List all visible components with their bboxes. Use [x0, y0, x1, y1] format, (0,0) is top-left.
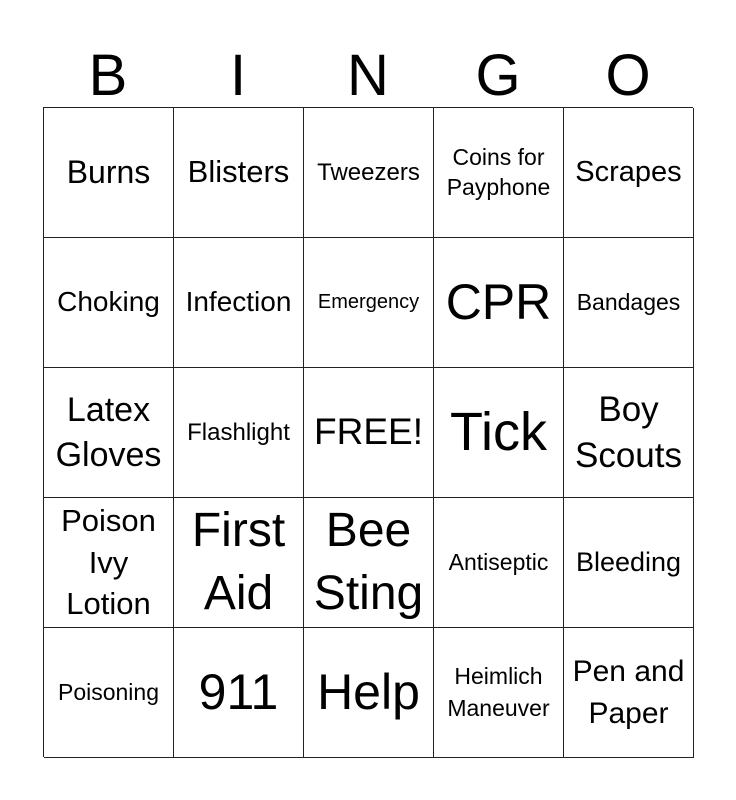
bingo-cell-cpr[interactable] [434, 238, 564, 368]
bingo-cell-label: Boy Scouts [575, 390, 682, 475]
bingo-cell-burns[interactable] [44, 108, 174, 238]
header-letter-o: O [605, 43, 651, 108]
bingo-cell-label: Choking [57, 286, 160, 318]
bingo-cell-infection[interactable] [174, 238, 304, 368]
bingo-cell-poisoning[interactable] [44, 628, 174, 758]
bingo-cell-pen-and-paper[interactable] [564, 628, 694, 758]
bingo-cell-choking[interactable] [44, 238, 174, 368]
bingo-cell-bleeding[interactable] [564, 498, 694, 628]
bingo-board [43, 107, 693, 757]
bingo-cell-heimlich-maneuver[interactable] [434, 628, 564, 758]
bingo-cell-coins-for-payphone[interactable] [434, 108, 564, 238]
bingo-header [43, 40, 693, 108]
bingo-cell-scrapes[interactable] [564, 108, 694, 238]
header-letter-g: G [475, 43, 521, 108]
bingo-cell-label: Bandages [576, 289, 681, 316]
bingo-cell-bandages[interactable] [564, 238, 694, 368]
header-letter-n: N [347, 43, 389, 108]
bingo-cell-help[interactable] [304, 628, 434, 758]
bingo-cell-label: Burns [66, 154, 151, 191]
bingo-cell-label: Bee Sting [313, 504, 424, 620]
bingo-cell-label: Blisters [187, 154, 290, 190]
bingo-cell-label: 911 [198, 663, 279, 720]
bingo-cell-antiseptic[interactable] [434, 498, 564, 628]
bingo-cell-label: Pen and Paper [572, 654, 685, 730]
header-letter-b: B [88, 43, 128, 108]
bingo-cell-label: Poison Ivy Lotion [61, 502, 156, 622]
bingo-cell-label: Tick [450, 402, 547, 463]
bingo-cell-tweezers[interactable] [304, 108, 434, 238]
bingo-cell-emergency[interactable] [304, 238, 434, 368]
bingo-cell-label: Infection [185, 286, 292, 318]
bingo-cell-free-space[interactable] [304, 368, 434, 498]
header-letter-i: I [229, 43, 247, 108]
bingo-cell-label: Bleeding [575, 546, 682, 577]
bingo-cell-blisters[interactable] [174, 108, 304, 238]
bingo-cell-label: Antiseptic [448, 549, 549, 576]
bingo-cell-flashlight[interactable] [174, 368, 304, 498]
bingo-cell-label: Poisoning [57, 679, 160, 706]
bingo-cell-label: Tweezers [317, 158, 420, 186]
bingo-cell-label: Heimlich Maneuver [447, 663, 550, 721]
bingo-cell-label: Coins for Payphone [446, 143, 551, 200]
bingo-cell-label: Scrapes [575, 155, 682, 188]
bingo-cell-label: First Aid [191, 504, 286, 620]
bingo-cell-label: Latex Gloves [55, 391, 162, 474]
bingo-cell-911[interactable] [174, 628, 304, 758]
bingo-cell-label: CPR [445, 274, 552, 331]
bingo-cell-label: Emergency [317, 291, 420, 313]
bingo-cell-label: Help [317, 663, 420, 720]
bingo-cell-latex-gloves[interactable] [44, 368, 174, 498]
bingo-cell-tick[interactable] [434, 368, 564, 498]
bingo-cell-label: FREE! [314, 411, 423, 453]
bingo-cell-boy-scouts[interactable] [564, 368, 694, 498]
bingo-cell-poison-ivy-lotion[interactable] [44, 498, 174, 628]
bingo-cell-bee-sting[interactable] [304, 498, 434, 628]
bingo-cell-first-aid[interactable] [174, 498, 304, 628]
bingo-cell-label: Flashlight [187, 418, 290, 446]
